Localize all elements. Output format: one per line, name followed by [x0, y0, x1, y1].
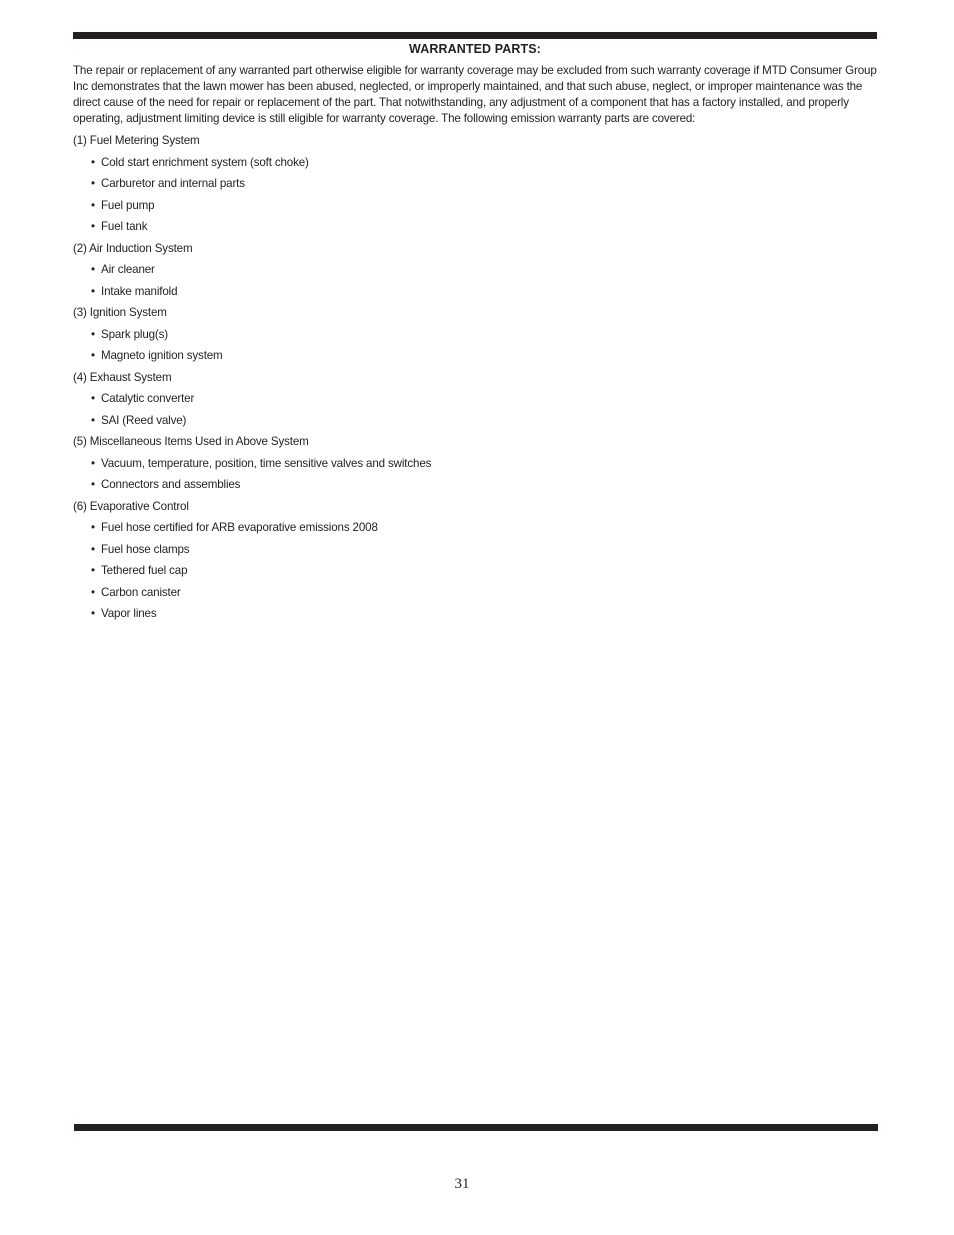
- list-item-label: Vacuum, temperature, position, time sensitive valves and switches: [101, 456, 432, 470]
- bullet-icon: •: [91, 392, 95, 405]
- list-item: [73, 261, 877, 283]
- list-item: [73, 476, 877, 498]
- list-item-label: Catalytic converter: [101, 392, 195, 405]
- parts-group: [73, 369, 877, 434]
- bullet-icon: •: [91, 564, 95, 577]
- list-item-label: Connectors and assemblies: [101, 478, 241, 491]
- bullet-icon: •: [91, 220, 95, 233]
- list-item: [73, 154, 877, 176]
- bullet-icon: •: [91, 413, 95, 427]
- bullet-icon: •: [91, 456, 95, 470]
- list-item-label: Carburetor and internal parts: [101, 177, 245, 190]
- bullet-icon: •: [91, 198, 95, 212]
- list-item: [73, 197, 877, 219]
- section-heading: WARRANTED PARTS:: [409, 42, 541, 56]
- bullet-icon: •: [91, 542, 95, 556]
- group-title: (3) Ignition System: [73, 306, 167, 319]
- bottom-rule: [74, 1124, 878, 1131]
- list-item: [73, 519, 877, 541]
- list-item: [73, 605, 877, 627]
- list-item: [73, 584, 877, 606]
- list-item-label: Fuel pump: [101, 198, 155, 212]
- top-rule: [73, 32, 877, 39]
- list-item-label: Carbon canister: [101, 585, 181, 599]
- group-title: (6) Evaporative Control: [73, 499, 189, 513]
- list-item: [73, 390, 877, 412]
- list-item: [73, 562, 877, 584]
- group-title: (1) Fuel Metering System: [73, 134, 200, 147]
- list-item-label: Magneto ignition system: [101, 349, 223, 362]
- parts-group: [73, 498, 877, 627]
- list-item-label: Spark plug(s): [101, 327, 168, 341]
- parts-group: [73, 132, 877, 240]
- intro-paragraph: The repair or replacement of any warranted part otherwise eligible for warranty coverage may be excluded from such warranty coverage if MTD Consumer Group Inc demonstrates that the lawn mower has been abused, neglected, or improperly maintained, and that such abuse, neglect, or improper maintenance was the direct cause of the need for repair or replacement of the part. That notwithstanding, any adjustment of a component that has a factory installed, and properly operating, adjustment limiting device is still eligible for warranty coverage. The following emission warranty parts are covered:: [73, 64, 877, 125]
- list-item: [73, 412, 877, 434]
- bullet-list: [73, 390, 877, 433]
- list-item: [73, 541, 877, 563]
- bullet-icon: •: [91, 177, 95, 190]
- bullet-icon: •: [91, 607, 95, 620]
- list-item-label: Air cleaner: [101, 263, 155, 276]
- bullet-list: [73, 326, 877, 369]
- bullet-icon: •: [91, 585, 95, 599]
- list-item-label: Fuel tank: [101, 220, 148, 233]
- bullet-icon: •: [91, 327, 95, 341]
- bullet-icon: •: [91, 263, 95, 276]
- parts-group: [73, 433, 877, 498]
- list-item: [73, 283, 877, 305]
- list-item-label: Intake manifold: [101, 284, 178, 298]
- bullet-icon: •: [91, 521, 95, 534]
- page-number: 31: [454, 1176, 470, 1192]
- list-item-label: Fuel hose certified for ARB evaporative emissions 2008: [101, 521, 378, 534]
- list-item-label: Fuel hose clamps: [101, 542, 190, 556]
- list-item: [73, 175, 877, 197]
- list-item: [73, 326, 877, 348]
- list-item: [73, 347, 877, 369]
- bullet-list: [73, 261, 877, 304]
- list-item-label: SAI (Reed valve): [101, 413, 187, 427]
- group-title: (4) Exhaust System: [73, 370, 172, 384]
- bullet-icon: •: [91, 478, 95, 491]
- parts-group: [73, 240, 877, 305]
- bullet-list: [73, 154, 877, 240]
- group-title: (2) Air Induction System: [73, 241, 193, 255]
- list-item-label: Vapor lines: [101, 607, 157, 620]
- bullet-icon: •: [91, 284, 95, 298]
- bullet-icon: •: [91, 349, 95, 362]
- parts-group: [73, 304, 877, 369]
- bullet-list: [73, 519, 877, 627]
- bullet-icon: •: [91, 155, 95, 169]
- list-item-label: Tethered fuel cap: [101, 564, 188, 577]
- warranted-parts-list: [73, 132, 877, 627]
- list-item-label: Cold start enrichment system (soft choke): [101, 155, 309, 169]
- list-item: [73, 455, 877, 477]
- list-item: [73, 218, 877, 240]
- bullet-list: [73, 455, 877, 498]
- group-title: (5) Miscellaneous Items Used in Above System: [73, 435, 309, 448]
